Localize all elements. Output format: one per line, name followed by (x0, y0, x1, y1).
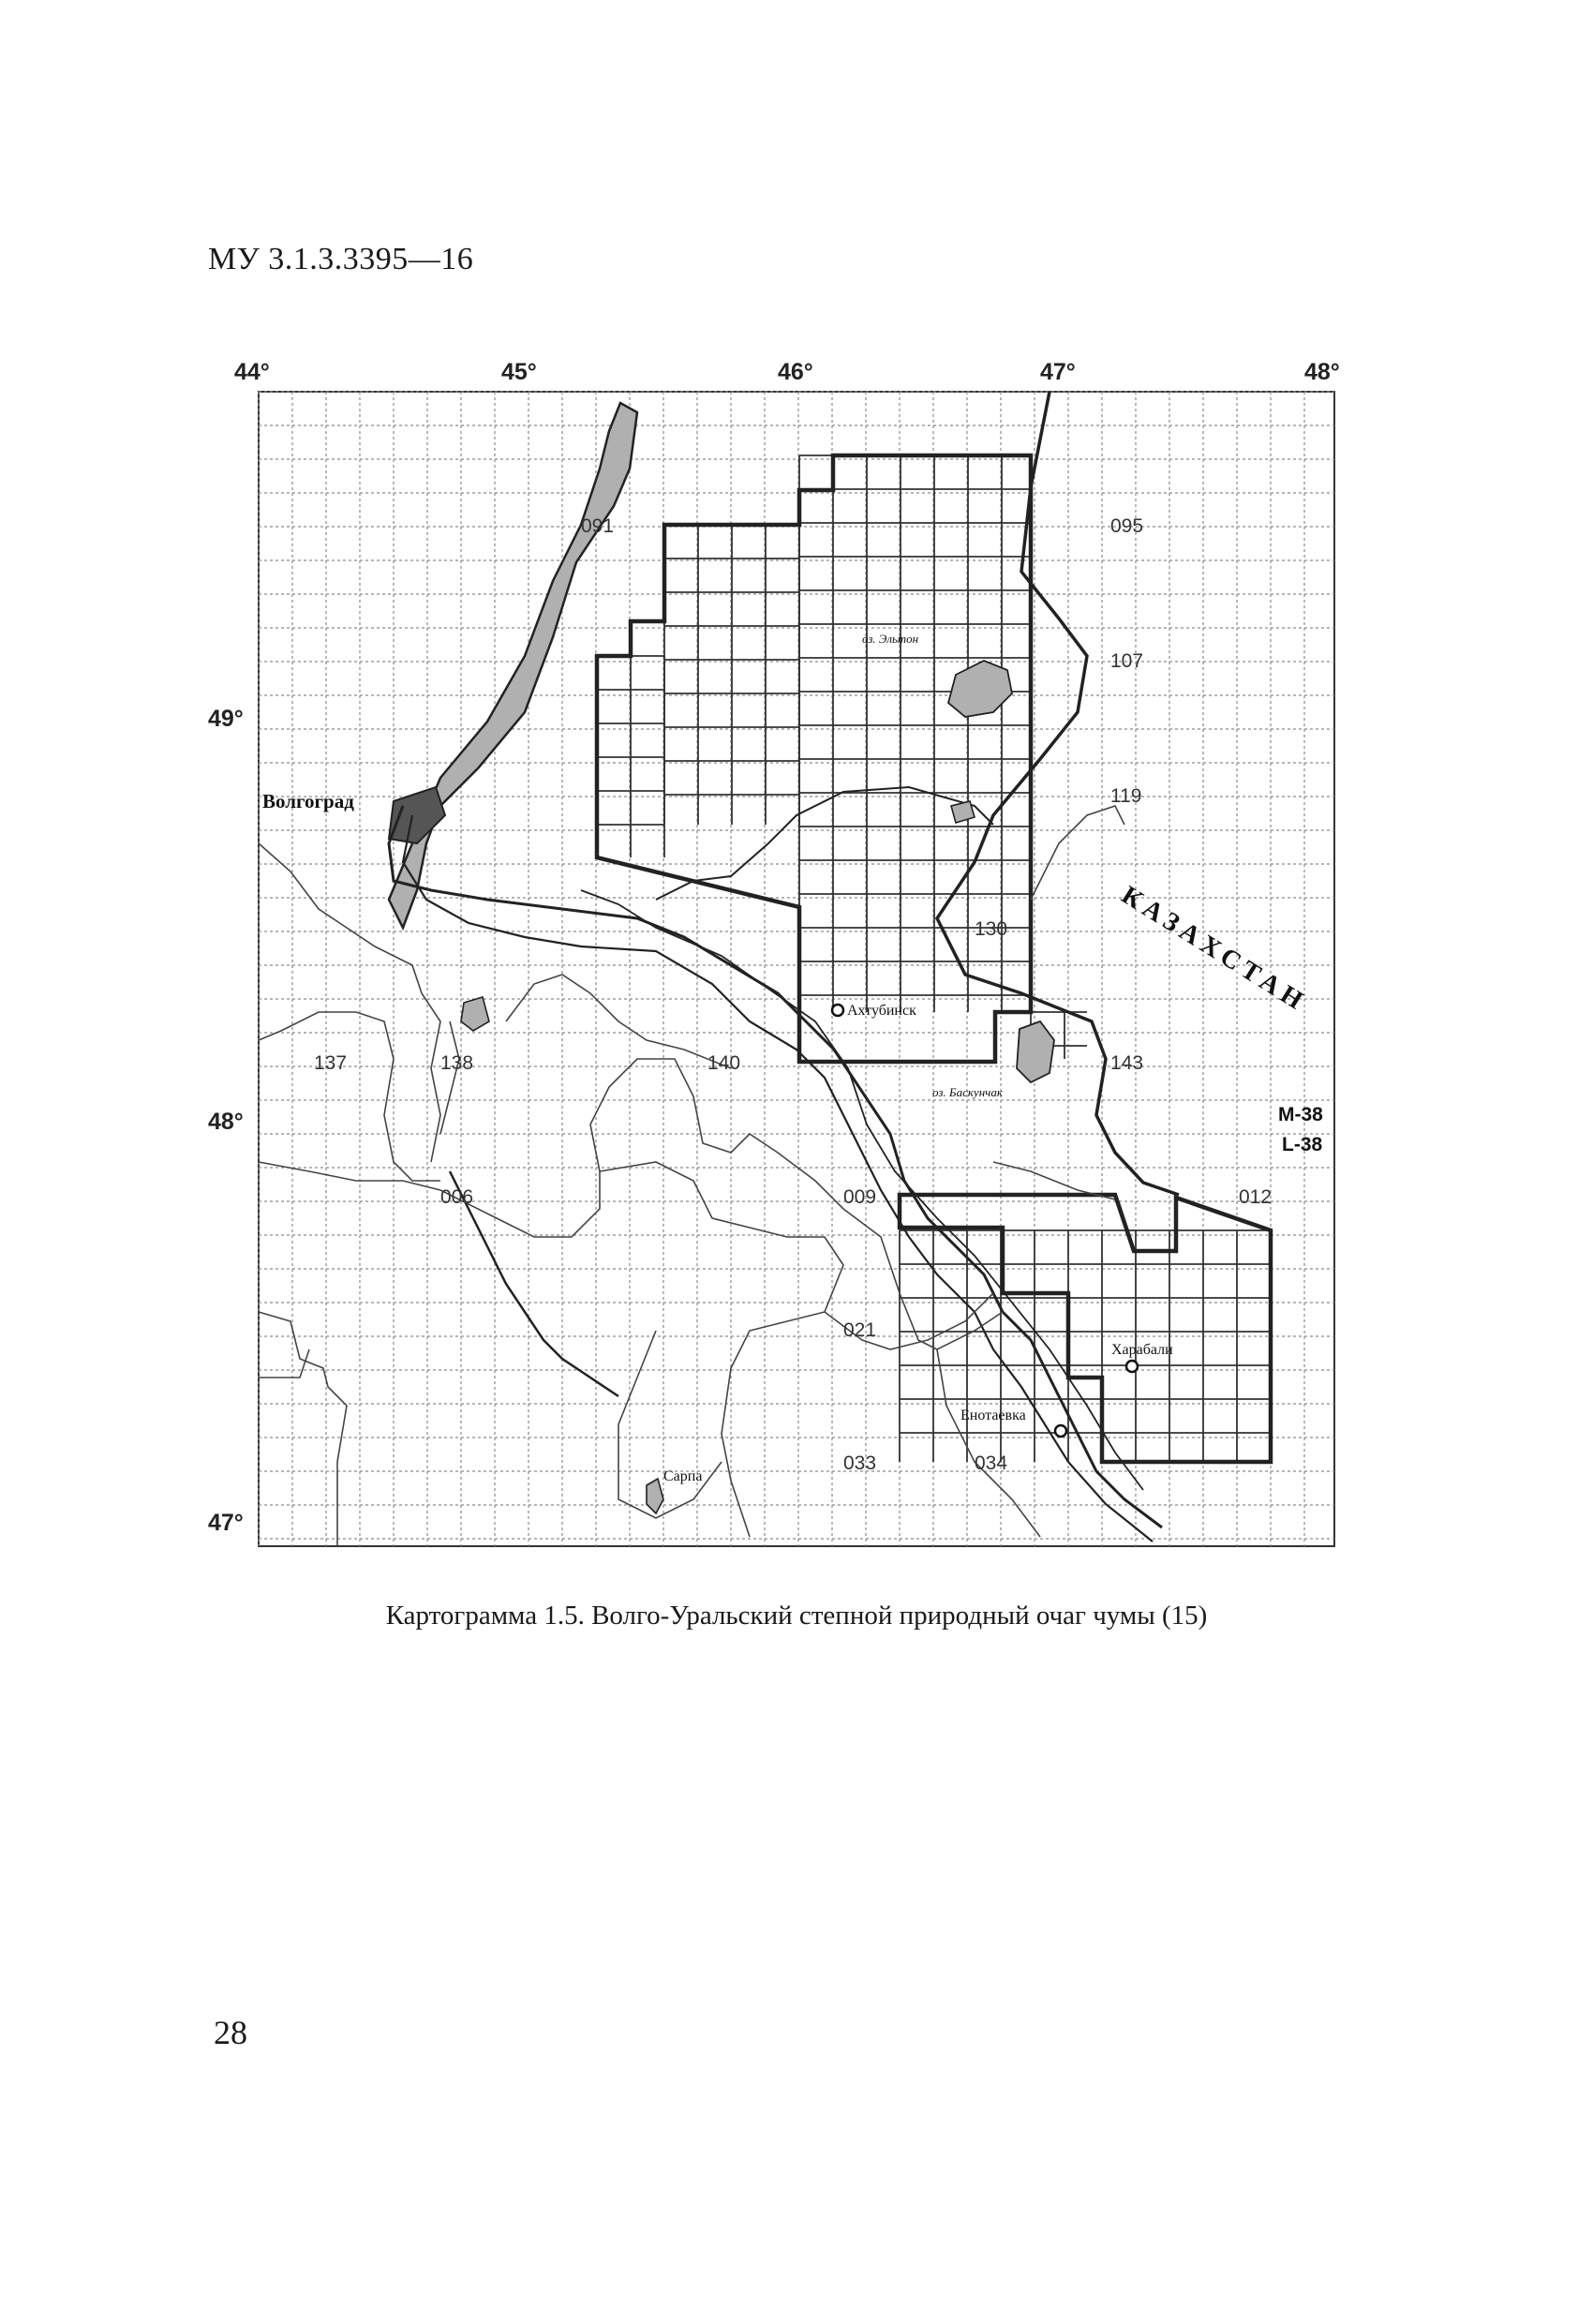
enotaevka-marker (1055, 1425, 1066, 1437)
sheet-label: L-38 (1282, 1134, 1323, 1155)
akhtubinsk-label: Ахтубинск (847, 1003, 916, 1019)
lake-baskunchak-label: оз. Баскунчак (932, 1085, 1003, 1099)
cell-number: 091 (581, 515, 615, 537)
cell-number: 009 (843, 1186, 877, 1208)
cell-number: 095 (1110, 515, 1144, 537)
latitude-label: 47° (208, 1510, 244, 1536)
lake-elton-label: оз. Эльтон (862, 632, 919, 646)
akhtubinsk-marker (832, 1005, 843, 1016)
document-code-header: МУ 3.1.3.3395—16 (208, 242, 474, 276)
longitude-label: 45° (501, 359, 537, 385)
figure-caption: Картограмма 1.5. Волго-Уральский степной природный очаг чумы (15) (385, 1601, 1208, 1631)
cell-number: 140 (707, 1052, 741, 1074)
cell-number: 034 (975, 1452, 1008, 1474)
cell-number: 130 (975, 918, 1008, 940)
sheet-label: М-38 (1278, 1104, 1323, 1125)
sarpa-label: Сарпа (663, 1468, 703, 1484)
enotaevka-label: Енотаевка (960, 1408, 1026, 1423)
latitude-label: 49° (208, 706, 244, 732)
kharabali-marker (1126, 1361, 1138, 1372)
longitude-label: 44° (234, 359, 270, 385)
cell-number: 138 (440, 1052, 474, 1074)
volgograd-label: Волгоград (262, 790, 354, 812)
page-number: 28 (214, 2014, 247, 2051)
cell-number: 006 (440, 1186, 474, 1208)
cell-number: 021 (843, 1319, 877, 1341)
cell-number: 012 (1239, 1186, 1273, 1208)
longitude-label: 46° (778, 359, 813, 385)
cell-number: 119 (1110, 785, 1142, 807)
cell-number: 107 (1110, 650, 1144, 672)
cell-number: 033 (843, 1452, 877, 1474)
cell-number: 143 (1110, 1052, 1144, 1074)
cell-number: 137 (314, 1052, 348, 1074)
latitude-label: 48° (208, 1109, 244, 1135)
map-frame (259, 392, 1334, 1546)
longitude-label: 48° (1304, 359, 1340, 385)
country-label: КАЗАХСТАН (1116, 880, 1313, 1019)
kharabali-label: Харабали (1111, 1342, 1173, 1358)
longitude-label: 47° (1040, 359, 1076, 385)
